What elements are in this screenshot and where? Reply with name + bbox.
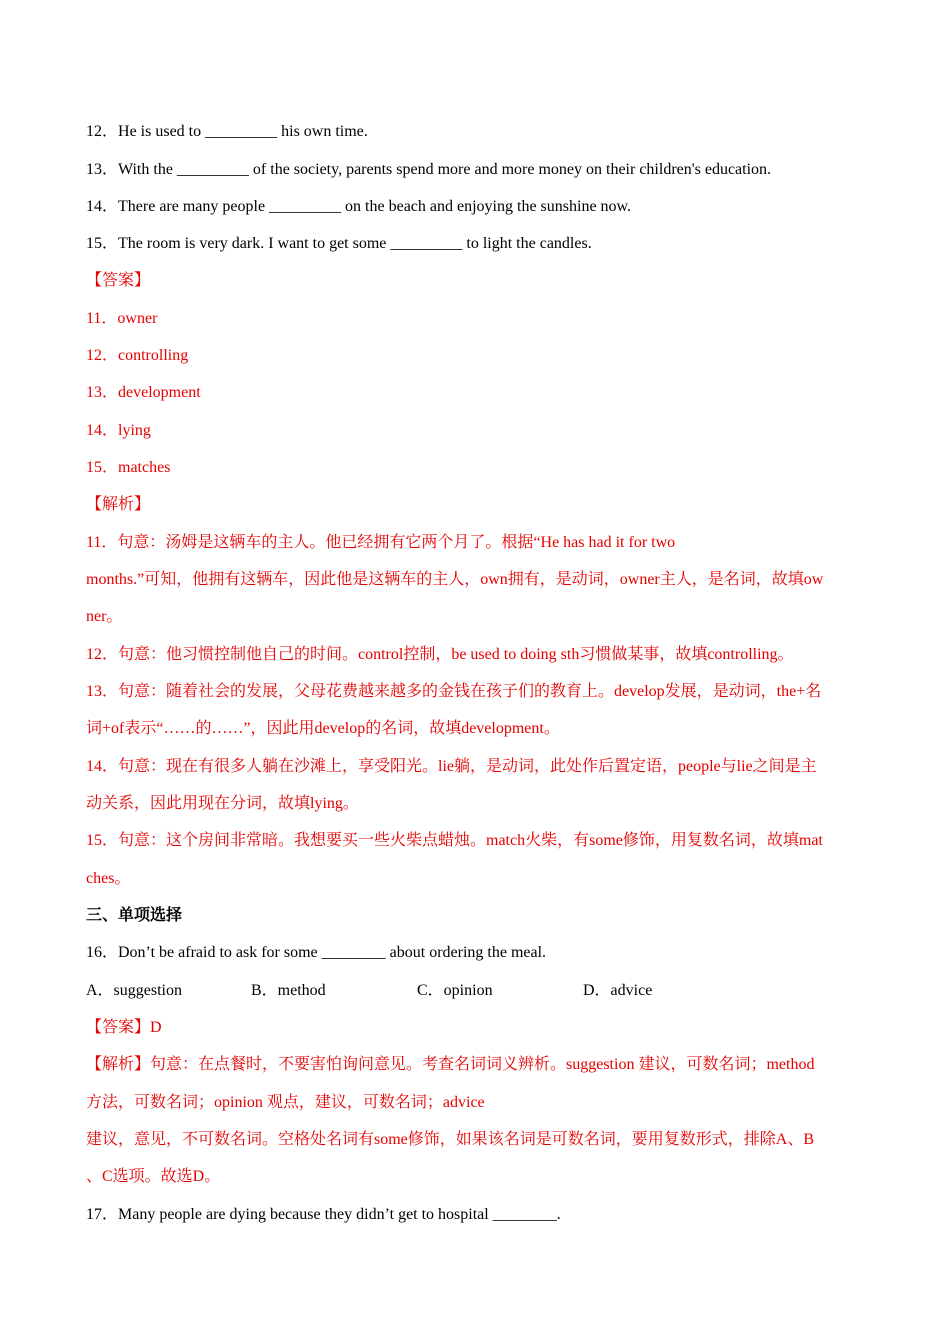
answer-15: 15．matches [86,459,171,476]
option-b: B．method [251,982,326,999]
q16-analysis-line: 方法，可数名词；opinion 观点，建议，可数名词；advice [86,1094,485,1111]
analysis-line: ches。 [86,870,131,887]
option-c: C．opinion [417,982,493,999]
analysis-line: 12．句意：他习惯控制他自己的时间。control控制，be used to doing sth习惯做某事，故填controlling。 [86,646,794,663]
answer-13: 13．development [86,384,201,401]
option-d: D．advice [583,982,653,999]
question-17: 17．Many people are dying because they didn’t get to hospital ________. [86,1206,561,1223]
option-a: A．suggestion [86,982,183,999]
answer-12: 12．controlling [86,347,189,364]
analysis-line: 动关系，因此用现在分词，故填lying。 [86,795,359,812]
analysis-line: months.”可知，他拥有这辆车，因此他是这辆车的主人，own拥有，是动词，owner主人，是名词，故填ow [86,571,824,588]
question-14: 14．There are many people _________ on the beach and enjoying the sunshine now. [86,198,632,215]
q16-analysis-line: 【解析】句意：在点餐时，不要害怕询问意见。考查名词词义辨析。suggestion 建议，可数名词；method [86,1056,815,1073]
analysis-line: ner。 [86,608,123,625]
question-12: 12．He is used to _________ his own time. [86,123,368,140]
question-15: 15．The room is very dark. I want to get some _________ to light the candles. [86,235,592,252]
q16-analysis-line: 、C选项。故选D。 [86,1168,221,1185]
answer-11: 11．owner [86,310,158,327]
q16-answer: 【答案】D [86,1019,162,1036]
answer-14: 14．lying [86,422,151,439]
analysis-line: 词+of表示“……的……”，因此用develop的名词，故填development。 [86,720,560,737]
analysis-line: 14．句意：现在有很多人躺在沙滩上，享受阳光。lie躺，是动词，此处作后置定语，people与lie之间是主 [86,758,817,775]
question-13: 13．With the _________ of the society, parents spend more and more money on their children's education. [86,161,772,178]
analysis-line: 13．句意：随着社会的发展，父母花费越来越多的金钱在孩子们的教育上。develop发展，是动词，the+名 [86,683,822,700]
analysis-line: 15．句意：这个房间非常暗。我想要买一些火柴点蜡烛。match火柴，有some修饰，用复数名词，故填mat [86,832,823,849]
answer-heading: 【答案】 [86,272,151,289]
analysis-line: 11．句意：汤姆是这辆车的主人。他已经拥有它两个月了。根据“He has had it for two [86,534,676,551]
question-16: 16．Don’t be afraid to ask for some ________ about ordering the meal. [86,944,547,961]
analysis-heading: 【解析】 [86,496,151,513]
q16-analysis-line: 建议，意见，不可数名词。空格处名词有some修饰，如果该名词是可数名词，要用复数形式，排除A、B [86,1131,815,1148]
section-heading: 三、单项选择 [86,907,183,924]
